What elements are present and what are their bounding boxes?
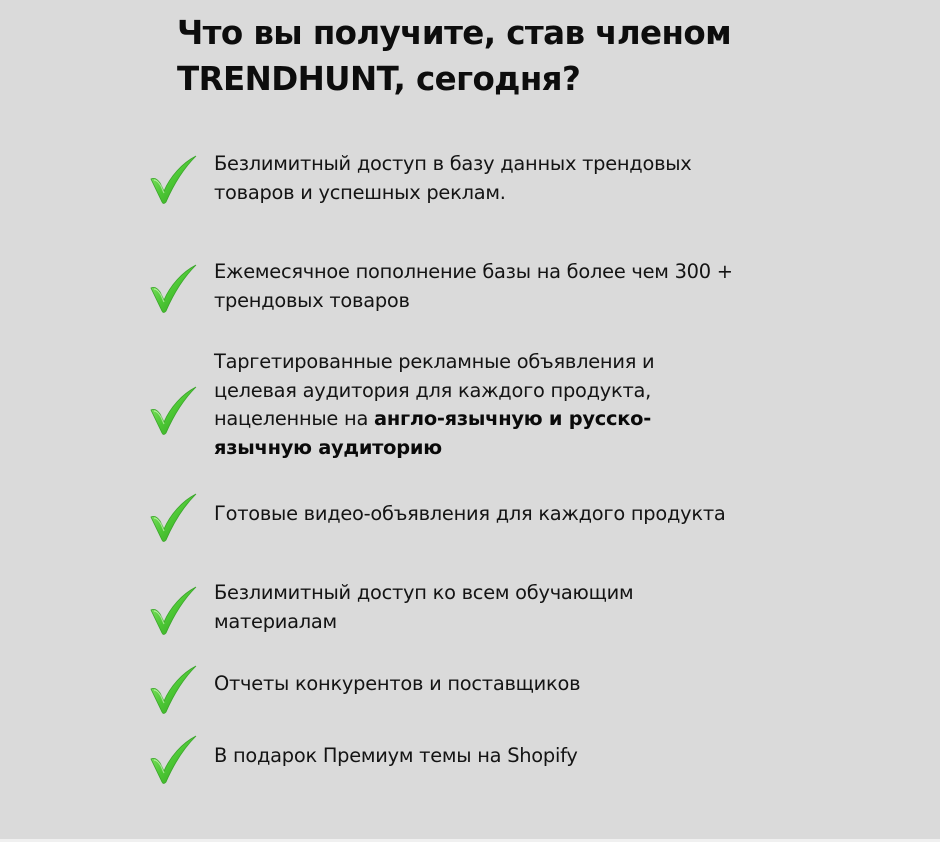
title-line-2: TRENDHUNT, сегодня? [177, 60, 581, 98]
highlighted-audience: англо-язычную и русско- [374, 407, 652, 430]
green-checkmark-icon [150, 493, 198, 543]
green-checkmark-icon [150, 155, 198, 205]
benefit-text: Отчеты конкурентов и поставщиков [214, 672, 581, 695]
page-title [177, 10, 817, 102]
green-checkmark-icon [150, 735, 198, 785]
green-checkmark-icon [150, 586, 198, 636]
benefit-text: Готовые видео-объявления для каждого продукта [214, 502, 726, 525]
benefit-text: В подарок Премиум темы на Shopify [214, 744, 578, 767]
green-checkmark-icon [150, 665, 198, 715]
green-checkmark-icon [150, 386, 198, 436]
benefit-text: Ежемесячное пополнение базы на более чем 300 + трендовых товаров [214, 260, 733, 312]
title-line-1: Что вы получите, став членом [177, 14, 732, 52]
highlighted-audience: язычную аудиторию [214, 435, 442, 459]
green-checkmark-icon [150, 264, 198, 314]
benefit-text: Таргетированные рекламные объявления и целевая аудитория для каждого продукта, нацеленные на англо-язычную и русско- язычную аудиторию [214, 350, 655, 459]
benefit-text: Безлимитный доступ в базу данных трендовых товаров и успешных реклам. [214, 152, 692, 204]
benefit-text: Безлимитный доступ ко всем обучающим материалам [214, 581, 634, 633]
